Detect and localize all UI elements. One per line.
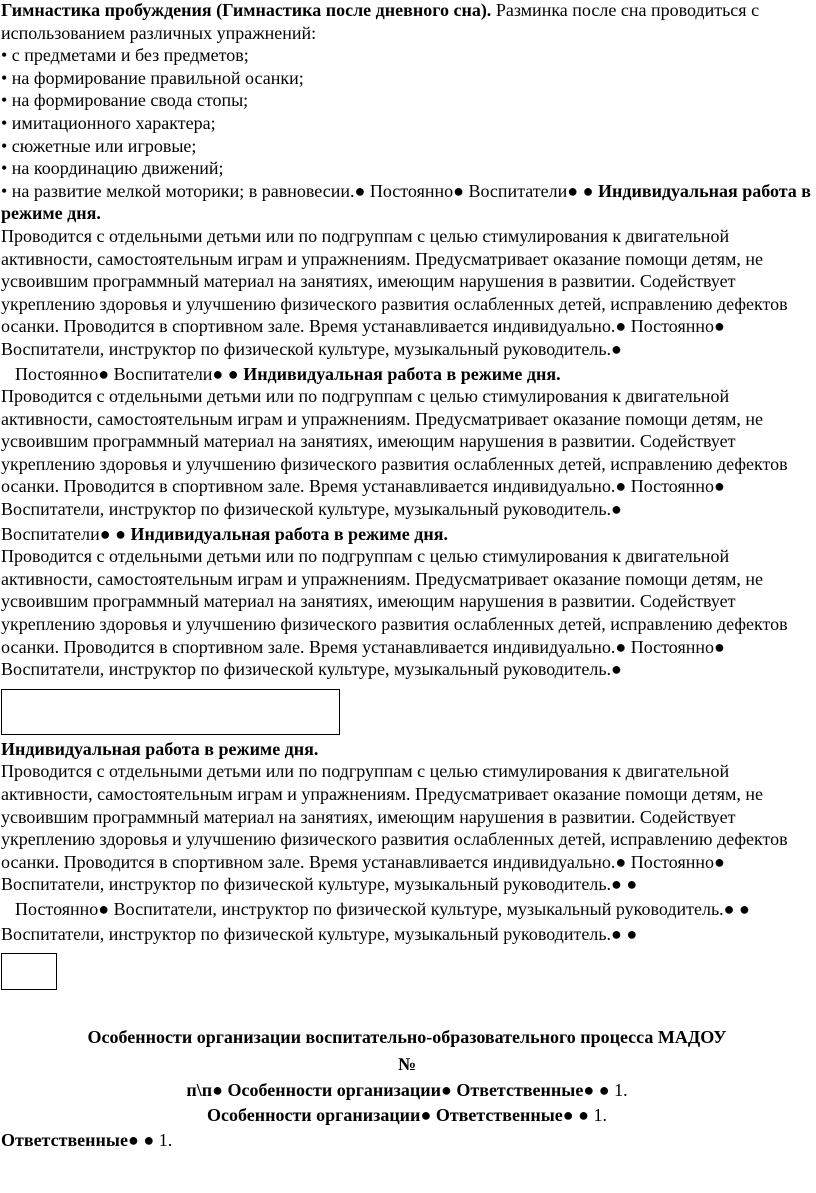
responsible-line: Воспитатели, инструктор по физической культуре, музыкальный руководитель.● ●: [1, 923, 638, 944]
section-title: Особенности организации воспитательно-образовательного процесса МАДОУ: [87, 1027, 727, 1048]
table-header-row: [1, 1079, 813, 1102]
row-tail: ● ● 1.: [127, 1129, 173, 1150]
intro-paragraph: [1, 0, 813, 44]
body-paragraph: [1, 760, 813, 896]
block4-header: [1, 738, 813, 761]
list-item: • сюжетные или игровые;: [1, 135, 197, 156]
list-item: • на формирование свода стопы;: [1, 90, 249, 111]
body-text: Проводится с отдельными детьми или по подгруппам с целью стимулирования к двигательной активности, самостоятельным играм и упражнениям. Предусматривает оказание помощи детям, не усвоившим программный материал на занятиях, имеющим нарушения в развитии. Содействует укреплению здоровья и улучшению физического развития ослабленных детей, исправлению дефектов осанки. Проводится в спортивном зале. Время устанавливается индивидуально.● Постоянно● Воспитатели, инструктор по физической культуре, музыкальный руководитель.●: [1, 761, 788, 895]
block3-header: [1, 523, 813, 546]
row-tail: ● ● 1.: [583, 1080, 628, 1101]
list-item: • с предметами и без предметов;: [1, 45, 249, 66]
column-header-features: Особенности организации: [227, 1080, 441, 1101]
row-tail: ● ● 1.: [562, 1104, 608, 1125]
section-heading: Индивидуальная работа в режиме дня.: [130, 523, 448, 544]
block2-lead: Постоянно● Воспитатели● ●: [15, 363, 244, 384]
responsible-line: Постоянно● Воспитатели, инструктор по физической культуре, музыкальный руководитель.● ●: [15, 898, 750, 919]
list-item: • на формирование правильной осанки;: [1, 67, 304, 88]
column-header-responsible: Ответственные: [456, 1080, 584, 1101]
column-header-responsible: Ответственные: [1, 1129, 128, 1150]
section-heading: Индивидуальная работа в режиме дня.: [1, 180, 812, 224]
empty-table-cell: [1, 953, 57, 990]
section-heading: Индивидуальная работа в режиме дня.: [1, 738, 319, 759]
intro-text: Разминка после сна проводиться с использованием различных упражнений:: [1, 0, 760, 43]
intro-title: Гимнастика пробуждения (Гимнастика после дневного сна).: [1, 0, 492, 20]
bullet: ●: [420, 1104, 436, 1125]
list-item: • на развитие мелкой моторики; в равновесии.● Постоянно● Воспитатели● ●: [1, 180, 599, 201]
block3-lead: Воспитатели● ●: [1, 523, 131, 544]
body-paragraph: Проводится с отдельными детьми или по подгруппам с целью стимулирования к двигательной активности, самостоятельным играм и упражнениям. Предусматривает оказание помощи детям, не усвоившим программный материал на занятиях, имеющим нарушения в развитии. Содействует укреплению здоровья и улучшению физического развития ослабленных детей, исправлению дефектов осанки. Проводится в спортивном зале. Время устанавливается индивидуально.● Постоянно● Воспитатели, инструктор по физической культуре, музыкальный руководитель.●: [1, 546, 788, 680]
body-paragraph: Проводится с отдельными детьми или по подгруппам с целью стимулирования к двигательной активности, самостоятельным играм и упражнениям. Предусматривает оказание помощи детям, не усвоившим программный материал на занятиях, имеющим нарушения в развитии. Содействует укреплению здоровья и улучшению физического развития ослабленных детей, исправлению дефектов осанки. Проводится в спортивном зале. Время устанавливается индивидуально.● Постоянно● Воспитатели, инструктор по физической культуре, музыкальный руководитель.●: [1, 225, 788, 359]
block2-header: [1, 363, 813, 386]
column-header-features: Особенности организации: [206, 1104, 421, 1125]
list-item: • на координацию движений;: [1, 158, 224, 179]
table-header-row: [1, 1129, 813, 1152]
trailing-bullet: ●: [621, 874, 638, 895]
document-page: [1, 0, 813, 1151]
table-header-row: [1, 1104, 813, 1127]
list-item: • имитационного характера;: [1, 112, 216, 133]
number-sign: №: [397, 1053, 417, 1074]
row-lead: п\п●: [186, 1080, 228, 1101]
bullet: ●: [441, 1080, 457, 1101]
list-item-with-heading: [1, 180, 813, 225]
empty-table-cell: [1, 689, 340, 735]
section-heading: Индивидуальная работа в режиме дня.: [243, 363, 561, 384]
column-header-responsible: Ответственные: [435, 1104, 563, 1125]
body-paragraph: Проводится с отдельными детьми или по подгруппам с целью стимулирования к двигательной активности, самостоятельным играм и упражнениям. Предусматривает оказание помощи детям, не усвоившим программный материал на занятиях, имеющим нарушения в развитии. Содействует укреплению здоровья и улучшению физического развития ослабленных детей, исправлению дефектов осанки. Проводится в спортивном зале. Время устанавливается индивидуально.● Постоянно● Воспитатели, инструктор по физической культуре, музыкальный руководитель.●: [1, 386, 788, 520]
